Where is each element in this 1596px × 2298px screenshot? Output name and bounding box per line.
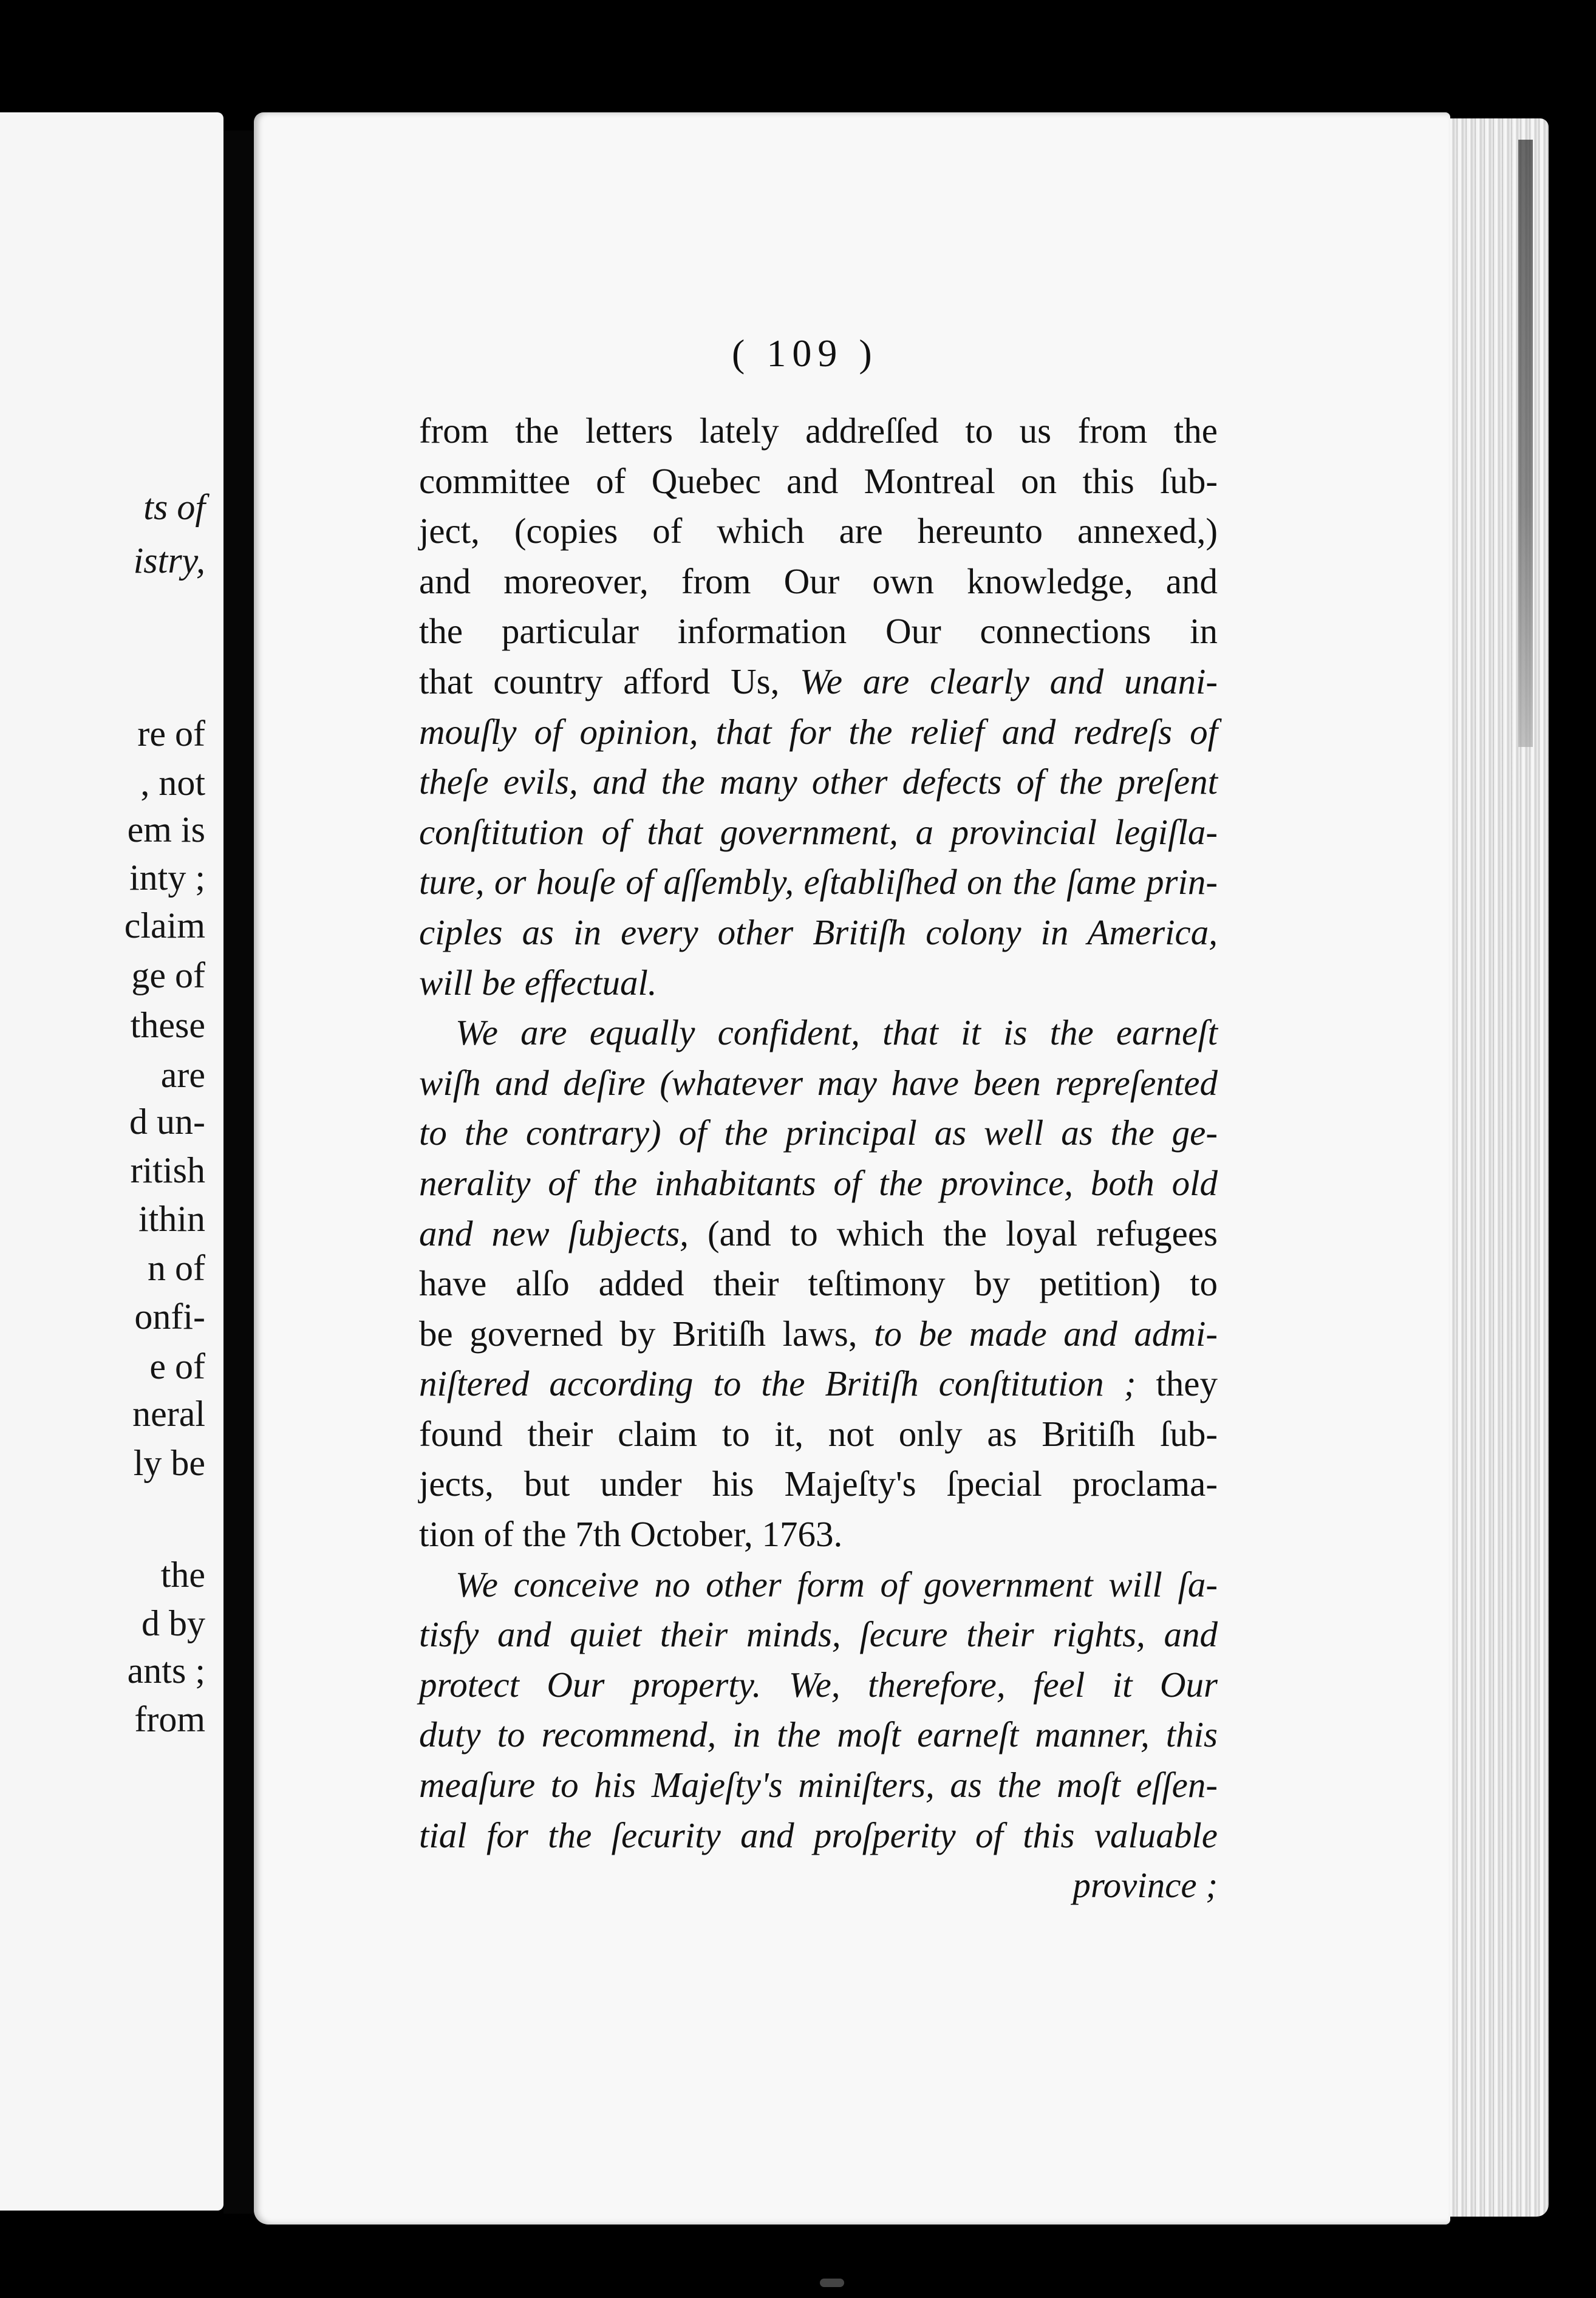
text-line: nerality of the inhabitants of the province, both old bbox=[419, 1162, 1218, 1203]
text-line: the particular information Our connections in bbox=[419, 611, 1218, 652]
left-page-line: ants ; bbox=[127, 1651, 205, 1691]
text-line: have alſo added their teſtimony by petition) to bbox=[419, 1263, 1218, 1304]
text-line-segment: and new ſubjects, bbox=[419, 1213, 708, 1253]
left-page-line: , not bbox=[140, 763, 205, 803]
text-line: mouſly of opinion, that for the relief and redreſs of bbox=[419, 711, 1218, 752]
text-line: jects, but under his Majeſty's ſpecial proclama- bbox=[419, 1464, 1218, 1504]
text-line: wiſh and deſire (whatever may have been repreſented bbox=[419, 1062, 1218, 1103]
text-line: We are equally confident, that it is the earneſt bbox=[455, 1012, 1218, 1053]
left-page-line: from bbox=[134, 1699, 205, 1739]
left-page-line: ly be bbox=[133, 1443, 205, 1483]
text-line: tial for the ſecurity and proſperity of this valuable bbox=[419, 1815, 1218, 1855]
left-page-line: istry, bbox=[133, 540, 205, 581]
text-line: duty to recommend, in the moſt earneſt manner, this bbox=[419, 1714, 1218, 1755]
text-line bbox=[419, 1309, 1218, 1359]
text-line: ciples as in every other Britiſh colony in America, bbox=[419, 912, 1218, 952]
left-page-line: neral bbox=[132, 1394, 205, 1434]
text-line: protect Our property. We, therefore, feel it Our bbox=[419, 1664, 1218, 1705]
left-page-line: ge of bbox=[131, 955, 205, 995]
left-page-line: ritish bbox=[130, 1150, 205, 1190]
left-page-line: n of bbox=[148, 1248, 205, 1288]
text-line: committee of Quebec and Montreal on this ſub- bbox=[419, 460, 1218, 501]
left-page-line: inty ; bbox=[129, 857, 205, 898]
text-line: will be effectual. bbox=[419, 962, 657, 1003]
text-line-segment: niſtered according to the Britiſh conſtitution ; bbox=[419, 1363, 1156, 1404]
left-page-line: re of bbox=[137, 714, 205, 754]
text-line: from the letters lately addreſſed to us from the bbox=[419, 411, 1218, 451]
left-page-line: are bbox=[160, 1055, 205, 1095]
text-line-segment: to be made and admi- bbox=[874, 1313, 1218, 1354]
text-line: found their claim to it, not only as Britiſh ſub- bbox=[419, 1413, 1218, 1454]
text-line bbox=[419, 656, 1218, 707]
text-line: tisfy and quiet their minds, ſecure their rights, and bbox=[419, 1614, 1218, 1655]
left-page-line: d un- bbox=[129, 1102, 205, 1142]
body-text bbox=[419, 406, 1218, 1911]
left-page-line: these bbox=[130, 1005, 205, 1045]
left-page-line: d by bbox=[142, 1603, 205, 1643]
text-line-segment: that country afford Us, bbox=[419, 661, 800, 701]
left-page-line: claim bbox=[124, 905, 205, 946]
left-page-line: ithin bbox=[138, 1199, 205, 1239]
text-line: province ; bbox=[1073, 1865, 1218, 1906]
text-line: conſtitution of that government, a provincial legiſla- bbox=[419, 811, 1218, 852]
left-page-line: onfi- bbox=[134, 1297, 205, 1337]
text-line: ject, (copies of which are hereunto annexed,) bbox=[419, 511, 1218, 551]
text-line: to the contrary) of the principal as well as the ge- bbox=[419, 1113, 1218, 1153]
text-line: tion of the 7th October, 1763. bbox=[419, 1514, 843, 1555]
left-page-line: e of bbox=[149, 1346, 205, 1386]
page-edge-shadow bbox=[1518, 140, 1533, 747]
scan-speck bbox=[820, 2279, 844, 2287]
text-line: ture, or houſe of aſſembly, eſtabliſhed on the ſame prin- bbox=[419, 862, 1218, 902]
text-line: theſe evils, and the many other defects of the preſent bbox=[419, 762, 1218, 802]
left-page-line: the bbox=[160, 1555, 205, 1595]
text-line bbox=[419, 1359, 1218, 1409]
text-line-segment: We are clearly and unani- bbox=[800, 661, 1218, 701]
text-line: meaſure to his Majeſty's miniſters, as the moſt eſſen- bbox=[419, 1765, 1218, 1805]
facing-page-left bbox=[0, 112, 223, 2211]
page-number: ( 109 ) bbox=[732, 332, 878, 375]
text-line bbox=[419, 1209, 1218, 1259]
left-page-line: em is bbox=[127, 810, 205, 850]
text-line: and moreover, from Our own knowledge, and bbox=[419, 561, 1218, 601]
left-page-line: ts of bbox=[143, 487, 205, 527]
text-line: We conceive no other form of government will ſa- bbox=[455, 1564, 1218, 1604]
text-line-segment: be governed by Britiſh laws, bbox=[419, 1313, 875, 1354]
text-line-segment: they bbox=[1156, 1363, 1218, 1404]
text-line-segment: (and to which the loyal refugees bbox=[707, 1213, 1218, 1253]
